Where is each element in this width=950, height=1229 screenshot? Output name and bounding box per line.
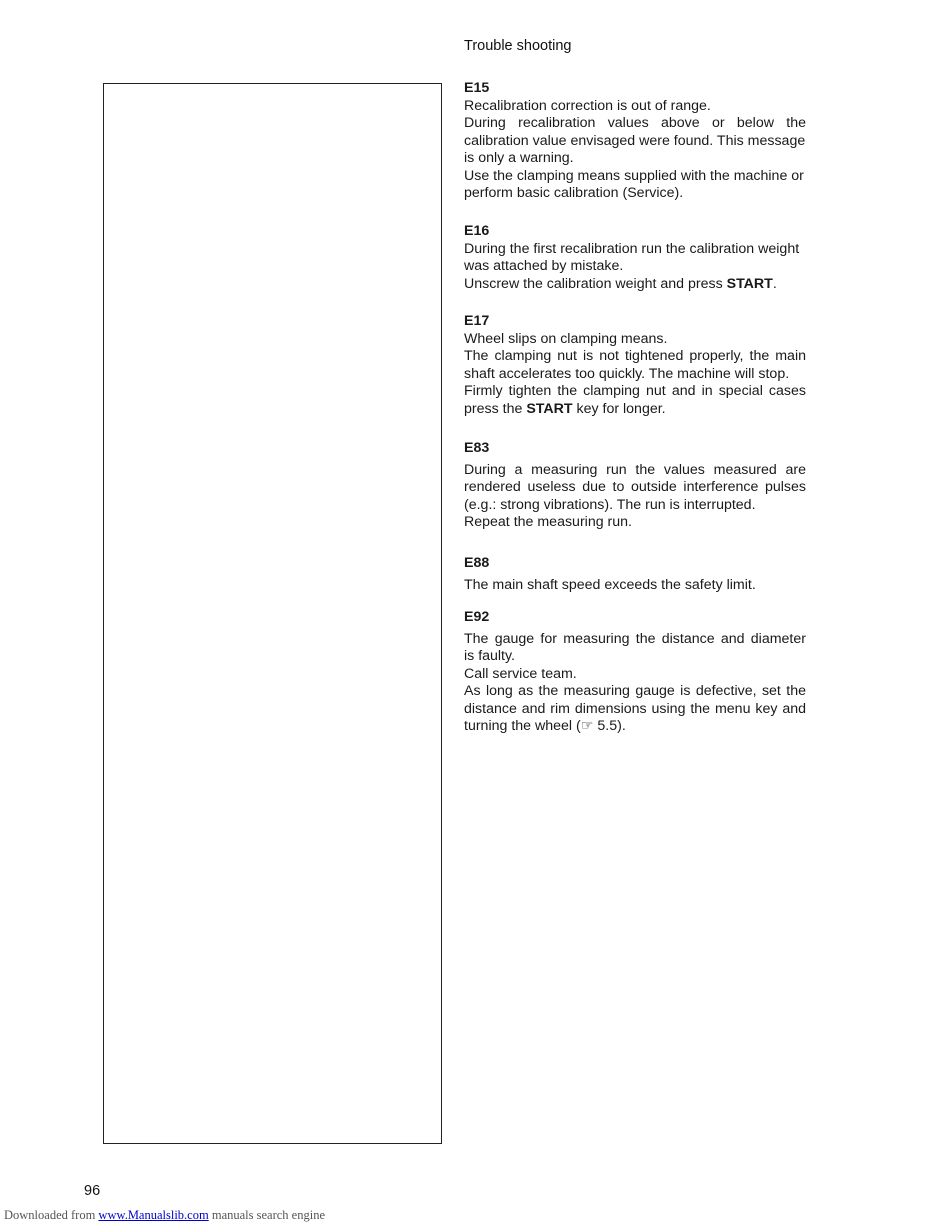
entry-line: Use the clamping means supplied with the machine or: [464, 167, 804, 184]
entry-line: During a measuring run the values measured are: [464, 461, 806, 478]
error-entry-e88: [464, 555, 806, 594]
entry-line: rendered useless due to outside interference pulses: [464, 479, 806, 495]
entry-line: was attached by mistake.: [464, 258, 624, 274]
entry-line: shaft accelerates too quickly. The machine will stop.: [464, 365, 790, 382]
entry-line: Wheel slips on clamping means.: [464, 330, 668, 347]
entry-line: The gauge for measuring the distance and diameter: [464, 630, 806, 647]
entry-line: calibration value envisaged were found. This message: [464, 132, 806, 149]
section-title: Trouble shooting: [464, 38, 572, 54]
error-code: E17: [464, 313, 490, 329]
error-code: E88: [464, 555, 490, 571]
entry-line: The main shaft speed exceeds the safety limit.: [464, 576, 756, 593]
entry-line: is only a warning.: [464, 150, 574, 166]
entry-text: key for longer.: [572, 400, 666, 417]
entry-line: Call service team.: [464, 665, 577, 682]
entry-line: distance and rim dimensions using the menu key and: [464, 700, 806, 717]
entry-line: (e.g.: strong vibrations). The run is interrupted.: [464, 496, 756, 513]
entry-line: Repeat the measuring run.: [464, 514, 632, 530]
entry-line: The clamping nut is not tightened properly, the main: [464, 348, 806, 364]
footer-suffix: manuals search engine: [208, 1208, 325, 1222]
manualslib-link[interactable]: www.Manualslib.com: [98, 1208, 209, 1222]
error-code: E83: [464, 440, 490, 456]
entry-line: turning the wheel (☞ 5.5).: [464, 718, 626, 734]
entry-line: [464, 401, 806, 419]
entry-line: perform basic calibration (Service).: [464, 185, 684, 201]
entry-line: Recalibration correction is out of range.: [464, 97, 711, 114]
entry-line: As long as the measuring gauge is defective, set the: [464, 683, 806, 699]
footer-prefix: Downloaded from: [4, 1208, 99, 1222]
entry-text: Unscrew the calibration weight and press: [464, 275, 727, 292]
start-key-label: START: [726, 275, 773, 292]
entry-line: Firmly tighten the clamping nut and in special cases: [464, 383, 806, 399]
error-entry-e16: [464, 223, 806, 293]
start-key-label: START: [526, 400, 573, 417]
error-code: E16: [464, 223, 490, 239]
entry-line: is faulty.: [464, 648, 515, 664]
error-code: E92: [464, 609, 490, 625]
entry-line: During recalibration values above or below the: [464, 115, 806, 131]
entry-line: During the first recalibration run the calibration weight: [464, 240, 800, 257]
image-placeholder-frame: [103, 83, 442, 1144]
error-code: E15: [464, 80, 490, 96]
error-entry-e92: [464, 609, 806, 736]
entry-line: [464, 276, 806, 294]
error-entry-e17: [464, 313, 806, 418]
entry-text: .: [772, 275, 777, 292]
error-entry-e83: [464, 440, 806, 532]
download-footer: [4, 1208, 325, 1223]
entry-text: press the: [464, 400, 527, 417]
error-entry-e15: [464, 80, 806, 203]
page-number: 96: [84, 1183, 101, 1199]
